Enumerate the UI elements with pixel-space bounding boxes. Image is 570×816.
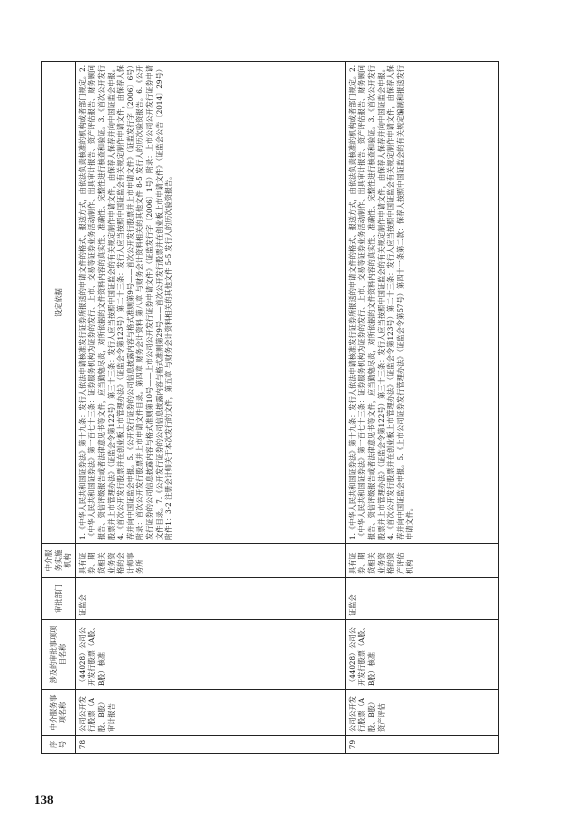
cell-dept: 证监会	[345, 578, 498, 620]
cell-org: 具有证券、期货相关业务资格的资产评估机构	[345, 544, 498, 578]
header-dept: 审批部门	[42, 578, 76, 620]
header-item-name: 中介服务事项名称	[42, 690, 76, 736]
table-row	[345, 62, 498, 754]
cell-item-name: 公司公开发行股票（A股、B股）资产评估	[345, 690, 498, 736]
header-basis: 设定依据	[42, 62, 76, 544]
cell-org: 具有证券、期货相关业务资格的会计师事务所	[75, 544, 345, 578]
cell-seq: 78	[75, 736, 345, 754]
cell-basis: 1.《中华人民共和国证券法》第十九条：发行人依法申请核准发行证券所报送的申请文件的格式、报送方式，由依法负责核准的机构或者部门规定。2.《中华人民共和国证券法》第一百七十三条：证券服务机构为证券的发行、上市、交易等证券业务活动制作、出具审计报告、资产评估报告、财务顾问报告、资信评级报告或者法律意见书等文件，应当勤勉尽责，对所依据的文件资料内容的真实性、准确性、完整性进行核查和验证。3.《首次公开发行股票并上市管理办法》（证监会令第122号）第三十三条：发行人应当按照中国证监会的有关规定制作申请文件，由保荐人保荐并向中国证监会申报。4.《首次公开发行股票并在创业板上市管理办法》（证监会令第123号）第二十三条：发行人应当按照中国证监会有关规定制作申请文件，由保荐人保荐并向中国证监会申报。5.《上市公司证券发行管理办法》（证监会令第57号）第四十一条第二款：保荐人按照中国证监会的有关规定编制和报送发行申请文件。	[345, 62, 498, 544]
cell-item-name: 公司公开发行股票（A股、B股）审计报告	[75, 690, 345, 736]
table-header-row	[42, 62, 76, 754]
intermediary-services-table	[41, 61, 499, 754]
cell-basis: 1.《中华人民共和国证券法》第十九条：发行人依法申请核准发行证券所报送的申请文件的格式、报送方式，由依法负责核准的机构或者部门规定。2.《中华人民共和国证券法》第一百七十三条：证券服务机构为证券的发行、上市、交易等证券业务活动制作、出具审计报告、资产评估报告、财务顾问报告、资信评级报告或者法律意见书等文件，应当勤勉尽责，对所依据的文件资料内容的真实性、准确性、完整性进行核查和验证。3.《首次公开发行股票并上市管理办法》（证监会令第122号）第三十三条：发行人应当按照中国证监会的有关规定制作申请文件，由保荐人保荐并向中国证监会申报。4.《首次公开发行股票并在创业板上市管理办法》（证监会令第123号）第二十三条：发行人应当按照中国证监会有关规定制作申请文件，由保荐人保荐并向中国证监会申报。5.《公开发行证券的公司信息披露内容与格式准则第9号——首次公开发行股票并上市申请文件》（证监发行字〔2006〕6号）附录：首次公开发行股票并上市申请文件目录。第四章 财务会计资料 第八章 与财务会计资料相关的其他文件 8-5 发行人的历次验资报告。6.《公开发行证券的公司信息披露内容与格式准则第10号——上市公司公开发行证券申请文件》（证监发行字〔2006〕1号）附录：上市公司公开发行证券申请文件目录。7.《公开发行证券的公司信息披露内容与格式准则第29号——首次公开发行股票并在创业板上市申请文件》（证监会公告〔2014〕29号）附件1：3-2 注册会计师关于本次发行的文件，第五章 与财务会计资料相关的其他文件 5-5 发行人的历次验资报告。	[75, 62, 345, 544]
cell-sub-item: （44028）公司公开发行股票（A股、B股）核准	[75, 620, 345, 690]
header-seq: 序号	[42, 736, 76, 754]
cell-seq: 79	[345, 736, 498, 754]
header-sub-item: 涉及的审批事项项目名称	[42, 620, 76, 690]
cell-sub-item: （44028）公司公开发行股票（A股、B股）核准	[345, 620, 498, 690]
page-number: 138	[34, 792, 54, 807]
table-row	[75, 62, 345, 754]
header-org: 中介服务实施机构	[42, 544, 76, 578]
table-container	[41, 62, 491, 754]
cell-dept: 证监会	[75, 578, 345, 620]
